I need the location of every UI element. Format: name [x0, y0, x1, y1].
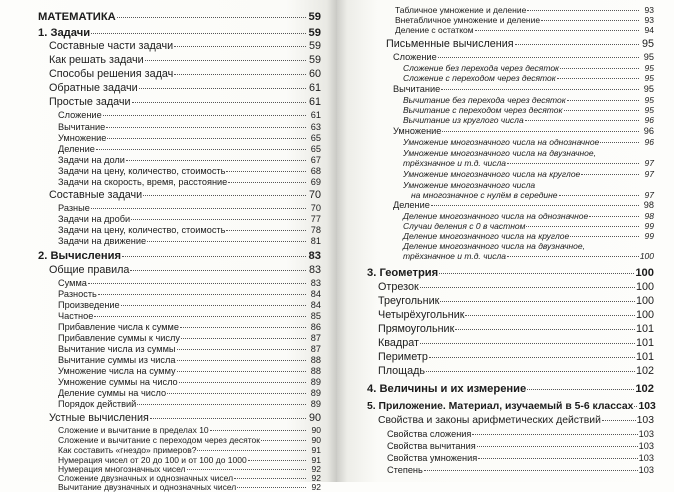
toc-item: Произведение 84	[58, 300, 321, 310]
toc-item: Четырёхугольник 100	[378, 309, 654, 321]
toc-item: Как составить «гнездо» примеров? 91	[58, 445, 321, 455]
toc-item: Сложение двузначных и однозначных чисел 92	[58, 473, 321, 483]
toc-item: Задачи на цену, количество, стоимость 68	[58, 166, 321, 176]
toc-item: Деление суммы на число 89	[58, 388, 321, 398]
toc-sub-subtraction: Вычитание 95	[393, 84, 654, 94]
toc-item: Сложение и вычитание в пределах 10 90	[58, 425, 321, 435]
toc-item: Порядок действий 89	[58, 399, 321, 409]
toc-item: Сложение с переходом через десяток 95	[403, 73, 654, 83]
toc-item: Деление многозначного числа на однозначное 98	[403, 211, 654, 221]
toc-item: на многозначное с нулём в середине 97	[411, 190, 654, 200]
toc-entry-simple: Простые задачи 61	[49, 96, 321, 108]
toc-item: Вычитание двузначных и однозначных чисел 92	[58, 482, 321, 492]
toc-item: Задачи на движение 81	[58, 236, 321, 246]
toc-item: Нумерация многозначных чисел 92	[58, 464, 321, 474]
toc-item-line1: Деление многозначного числа на двузначное,	[403, 241, 585, 251]
toc-item: Нумерация чисел от 20 до 100 и от 100 до 1000 91	[58, 455, 321, 465]
toc-section-3: 3. Геометрия 100	[367, 267, 654, 279]
toc-item: Умножение 65	[58, 133, 321, 143]
toc-item: Деление 65	[58, 144, 321, 154]
toc-item: Разные 70	[58, 203, 321, 213]
toc-entry-written: Письменные вычисления 95	[386, 38, 654, 50]
toc-item: Квадрат 101	[378, 337, 654, 349]
toc-item: Деление многозначного числа на круглое 99	[403, 231, 654, 241]
toc-item: Свойства вычитания 103	[387, 441, 654, 451]
toc-section-5: 5. Приложение. Материал, изучаемый в 5-6 классах 103	[367, 401, 656, 412]
toc-entry-composite: Составные задачи 70	[49, 189, 321, 201]
toc-item: Задачи на цену, количество, стоимость 78	[58, 225, 321, 235]
toc-math-heading: МАТЕМАТИКА 59	[38, 11, 321, 23]
toc-item: Частное 85	[58, 311, 321, 321]
toc-item: Табличное умножение и деление 93	[395, 5, 654, 15]
toc-item: Свойства умножения 103	[387, 453, 654, 463]
toc-entry-how: Как решать задачи 59	[49, 54, 321, 66]
toc-item: Умножение числа на сумму 88	[58, 366, 321, 376]
toc-section-1: 1. Задачи 59	[38, 27, 321, 39]
toc-item: Степень 103	[387, 465, 654, 475]
right-page	[337, 0, 674, 482]
toc-item: трёхзначное и т.д. числа 100	[403, 251, 654, 261]
toc-item: Периметр 101	[378, 351, 654, 363]
toc-item: Вычитание без перехода через десяток 95	[403, 95, 654, 105]
toc-item: Прибавление числа к сумме 86	[58, 322, 321, 332]
toc-entry-general: Общие правила 83	[49, 264, 321, 276]
toc-item: Свойства сложения 103	[387, 429, 654, 439]
toc-entry-methods: Способы решения задач 60	[49, 68, 321, 80]
toc-item: Умножение многозначного числа на однозначное 96	[403, 137, 654, 147]
toc-item: трёхзначное и т.д. числа 97	[403, 158, 654, 168]
toc-entry-laws: Свойства и законы арифметических действий 103	[378, 415, 654, 426]
toc-item: Сумма 83	[58, 278, 321, 288]
toc-item: Умножение многозначного числа на круглое 97	[403, 169, 654, 179]
toc-section-4: 4. Величины и их измерение 102	[367, 383, 654, 395]
toc-entry-inverse: Обратные задачи 61	[49, 82, 321, 94]
toc-entry-parts: Составные части задачи 59	[49, 40, 321, 52]
toc-item: Вычитание из круглого числа 96	[403, 115, 654, 125]
toc-item: Треугольник 100	[378, 295, 654, 307]
toc-item: Прибавление суммы к числу 87	[58, 333, 321, 343]
toc-item: Задачи на доли 67	[58, 155, 321, 165]
toc-item: Вычитание 63	[58, 122, 321, 132]
toc-item: Отрезок 100	[378, 281, 654, 293]
toc-item: Сложение 61	[58, 110, 321, 120]
toc-section-2: 2. Вычисления 83	[38, 250, 321, 262]
toc-item: Вычитание суммы из числа 88	[58, 355, 321, 365]
toc-item: Разность 84	[58, 289, 321, 299]
toc-item: Площадь 102	[378, 365, 654, 377]
toc-item: Прямоугольник 101	[378, 323, 654, 335]
toc-item: Умножение суммы на число 89	[58, 377, 321, 387]
toc-item-line1: Умножение многозначного числа на двузначное,	[403, 148, 596, 158]
toc-item: Вычитание с переходом через десяток 95	[403, 105, 654, 115]
toc-item: Задачи на скорость, время, расстояние 69	[58, 177, 321, 187]
toc-item: Случаи деления с 0 в частном 99	[403, 221, 654, 231]
toc-sub-division: Деление 98	[393, 200, 654, 210]
toc-item: Внетабличное умножение и деление 93	[395, 15, 654, 25]
toc-item: Сложение и вычитание с переходом через десяток 90	[58, 435, 321, 445]
toc-sub-multiplication: Умножение 96	[393, 126, 654, 136]
toc-item: Задачи на дроби 77	[58, 214, 321, 224]
toc-item: Сложение без перехода через десяток 95	[403, 63, 654, 73]
toc-item-line1: Умножение многозначного числа	[403, 180, 536, 190]
toc-item: Вычитание числа из суммы 87	[58, 344, 321, 354]
toc-item: Деление с остатком 94	[395, 25, 654, 35]
toc-entry-oral: Устные вычисления 90	[49, 412, 321, 424]
toc-sub-addition: Сложение 95	[393, 52, 654, 62]
